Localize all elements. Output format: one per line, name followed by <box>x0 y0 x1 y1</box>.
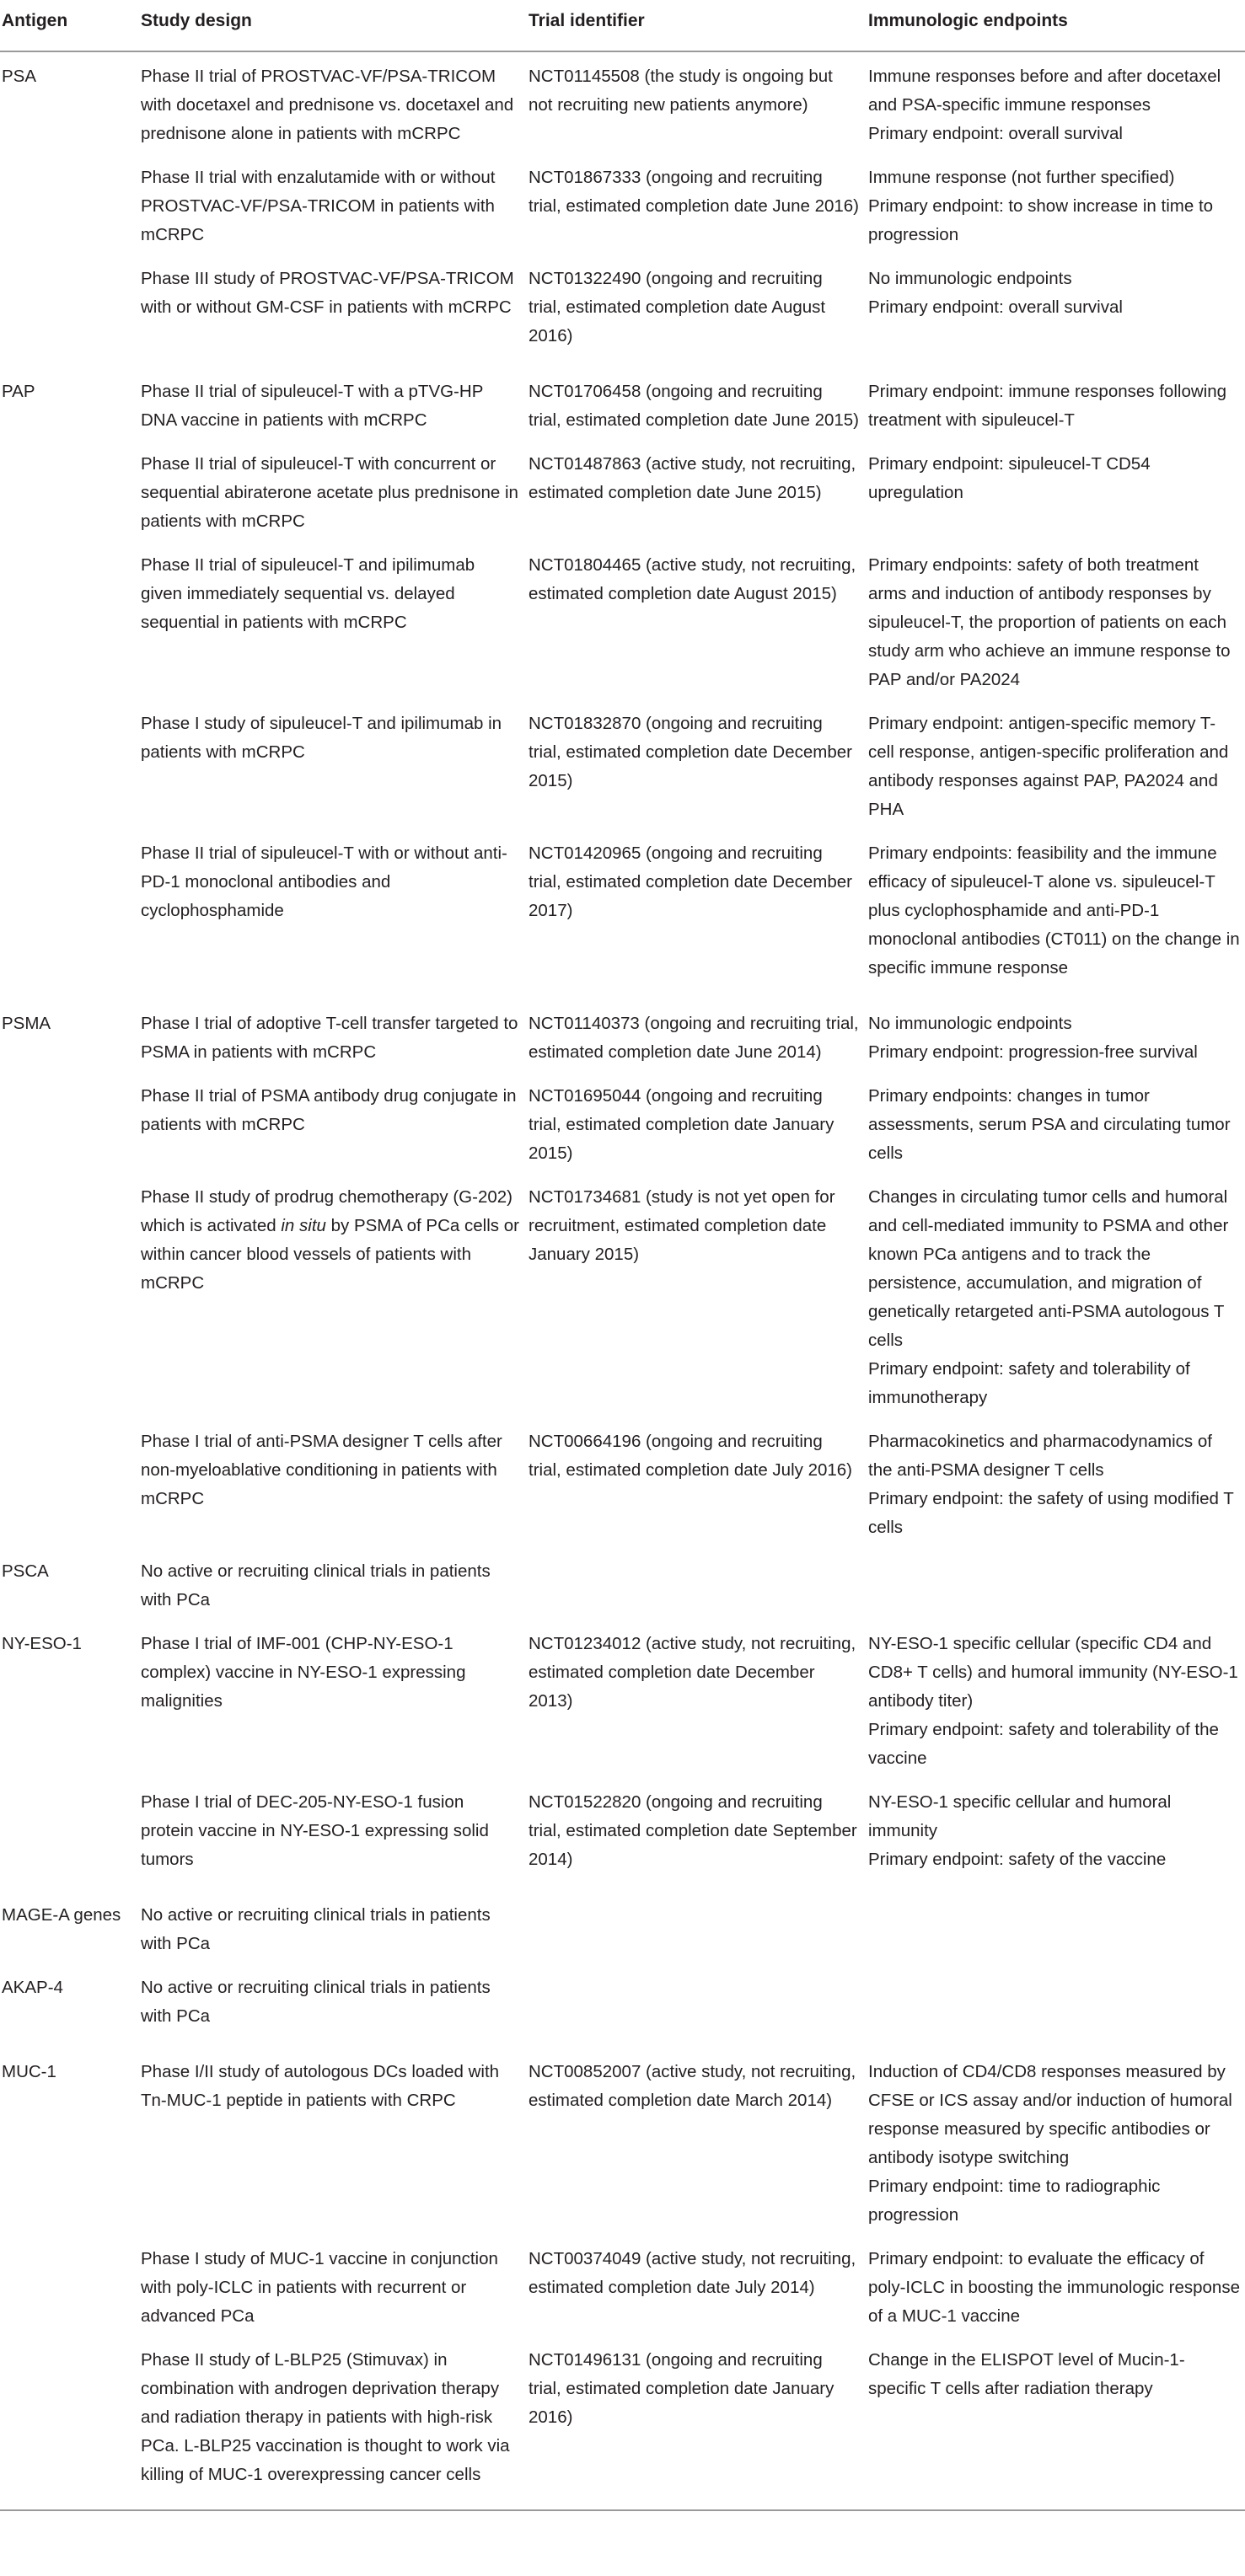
table-row <box>0 1412 1245 1542</box>
antigen-cell <box>0 249 137 351</box>
study-design-cell: Phase II trial of sipuleucel-T and ipilimumab given immediately sequential vs. delayed sequential in patients with mCRPC <box>141 555 475 632</box>
header-row <box>0 2 1245 51</box>
endpoints-cell <box>865 1773 1245 1874</box>
study-design-cell: Phase II study of L-BLP25 (Stimuvax) in combination with androgen deprivation therapy and radiation therapy in patients with high-risk PCa. L-BLP25 vaccination is thought to work via killing of MUC-1 overexpressing cancer cells <box>137 2331 525 2510</box>
endpoint-line: No immunologic endpoints <box>868 1014 1072 1033</box>
study-design-cell: Phase I trial of DEC-205-NY-ESO-1 fusion protein vaccine in NY-ESO-1 expressing solid tumors <box>141 1792 489 1869</box>
table-row <box>0 1773 1245 1874</box>
study-design-cell: Phase II trial with enzalutamide with or without PROSTVAC-VF/PSA-TRICOM in patients with mCRPC <box>141 168 496 244</box>
study-design-cell <box>137 1168 525 1412</box>
trial-identifier-cell: NCT01867333 (ongoing and recruiting trial, estimated completion date June 2016) <box>529 168 860 216</box>
table-row <box>0 1958 1245 2031</box>
trial-identifier-cell <box>525 1542 865 1615</box>
endpoint-line: Primary endpoint: sipuleucel-T CD54 upregulation <box>868 454 1151 502</box>
antigen-cell: PSMA <box>2 1014 51 1033</box>
endpoint-line: Immune responses before and after docetaxel and PSA-specific immune responses <box>868 67 1221 115</box>
endpoint-line: Primary endpoint: safety of the vaccine <box>868 1850 1167 1869</box>
header-antigen: Antigen <box>0 2 137 51</box>
study-design-cell: No active or recruiting clinical trials in patients with PCa <box>141 1561 491 1609</box>
antigen-cell <box>0 536 137 694</box>
endpoint-line: Changes in circulating tumor cells and humoral and cell-mediated immunity to PSMA and other known PCa antigens and to track the persistence, accumulation, and migration of genetically retargeted anti-PSMA autologous T cells <box>868 1187 1229 1350</box>
antigen-cell: AKAP-4 <box>2 1978 63 1997</box>
endpoint-line: Primary endpoint: time to radiographic progression <box>868 2177 1161 2225</box>
trial-identifier-cell: NCT01145508 (the study is ongoing but not recruiting new patients anymore) <box>529 67 833 115</box>
endpoint-line: Primary endpoint: overall survival <box>868 124 1123 143</box>
endpoint-line: NY-ESO-1 specific cellular (specific CD4 and CD8+ T cells) and humoral immunity (NY-ESO-1 antibody titer) <box>868 1634 1238 1711</box>
trial-identifier-cell: NCT01420965 (ongoing and recruiting trial, estimated completion date December 2017) <box>529 843 852 920</box>
trial-identifier-cell: NCT00852007 (active study, not recruiting, estimated completion date March 2014) <box>529 2062 856 2110</box>
study-design-cell: No active or recruiting clinical trials in patients with PCa <box>141 1978 491 2026</box>
study-design-text: Phase II study of prodrug chemotherapy (G-202) which is activated <box>141 1187 512 1235</box>
antigen-cell <box>0 694 137 824</box>
header-study-design: Study design <box>137 2 525 51</box>
endpoints-cell <box>865 2331 1245 2510</box>
header-immunologic-endpoints: Immunologic endpoints <box>865 2 1245 51</box>
study-design-cell: Phase III study of PROSTVAC-VF/PSA-TRICOM with or without GM-CSF in patients with mCRPC <box>141 269 514 317</box>
endpoints-cell <box>865 824 1245 983</box>
endpoint-line: Primary endpoint: antigen-specific memory T-cell response, antigen-specific proliferation and antibody responses against PAP, PA2024 and PHA <box>868 714 1229 819</box>
table-row <box>0 249 1245 351</box>
endpoints-cell <box>865 1958 1245 2031</box>
antigen-cell <box>0 824 137 983</box>
trial-identifier-cell <box>525 1958 865 2031</box>
trial-identifier-cell: NCT00664196 (ongoing and recruiting trial, estimated completion date July 2016) <box>529 1432 853 1480</box>
endpoints-cell <box>865 148 1245 249</box>
table-row <box>0 2031 1245 2230</box>
study-design-cell: Phase II trial of PSMA antibody drug conjugate in patients with mCRPC <box>141 1086 517 1134</box>
endpoints-cell <box>865 1542 1245 1615</box>
endpoint-line: Primary endpoints: changes in tumor assessments, serum PSA and circulating tumor cells <box>868 1086 1231 1163</box>
table-row <box>0 1067 1245 1168</box>
antigen-cell <box>0 1168 137 1412</box>
study-design-text: by PSMA of PCa cells or within cancer blood vessels of patients with mCRPC <box>141 1216 519 1293</box>
antigen-cell: PSA <box>2 67 37 86</box>
antigen-cell <box>0 1067 137 1168</box>
antigen-cell <box>0 148 137 249</box>
endpoint-line: Primary endpoint: to evaluate the efficacy of poly-ICLC in boosting the immunologic response of a MUC-1 vaccine <box>868 2249 1240 2326</box>
antigen-cell <box>0 2230 137 2331</box>
table-row <box>0 824 1245 983</box>
endpoint-line: Primary endpoints: safety of both treatment arms and induction of antibody responses by sipuleucel-T, the proportion of patients on each study arm who achieve an immune response to PAP and/or PA2024 <box>868 555 1231 689</box>
endpoints-cell <box>865 694 1245 824</box>
endpoint-line: Primary endpoints: feasibility and the immune efficacy of sipuleucel-T alone vs. sipuleucel-T plus cyclophosphamide and anti-PD-1 monoclonal antibodies (CT011) on the change in specific immune response <box>868 843 1240 977</box>
trial-identifier-cell: NCT01487863 (active study, not recruiting, estimated completion date June 2015) <box>529 454 856 502</box>
trial-identifier-cell: NCT01832870 (ongoing and recruiting trial, estimated completion date December 2015) <box>529 714 852 790</box>
endpoints-cell <box>865 2031 1245 2230</box>
clinical-trials-table <box>0 2 1245 2511</box>
study-design-cell: Phase I trial of anti-PSMA designer T cells after non-myeloablative conditioning in patients with mCRPC <box>141 1432 502 1508</box>
endpoint-line: Induction of CD4/CD8 responses measured by CFSE or ICS assay and/or induction of humoral response measured by specific antibodies or antibody isotype switching <box>868 2062 1232 2167</box>
endpoint-line: Primary endpoint: to show increase in time to progression <box>868 196 1214 244</box>
table-row <box>0 1542 1245 1615</box>
trial-identifier-cell <box>525 1874 865 1958</box>
endpoint-line: Immune response (not further specified) <box>868 168 1175 187</box>
study-design-cell: Phase II trial of sipuleucel-T with a pTVG-HP DNA vaccine in patients with mCRPC <box>141 382 483 430</box>
endpoints-cell <box>865 351 1245 435</box>
antigen-cell: MUC-1 <box>2 2062 56 2081</box>
endpoints-cell <box>865 1615 1245 1773</box>
endpoints-cell <box>865 536 1245 694</box>
endpoint-line: Primary endpoint: progression-free survival <box>868 1042 1198 1062</box>
table-row <box>0 351 1245 435</box>
study-design-cell: Phase II trial of sipuleucel-T with concurrent or sequential abiraterone acetate plus prednisone in patients with mCRPC <box>141 454 518 531</box>
endpoint-line: No immunologic endpoints <box>868 269 1072 288</box>
trial-identifier-cell: NCT01234012 (active study, not recruiting, estimated completion date December 2013) <box>529 1634 856 1711</box>
table-row <box>0 536 1245 694</box>
endpoints-cell <box>865 1412 1245 1542</box>
trial-identifier-cell: NCT01706458 (ongoing and recruiting trial, estimated completion date June 2015) <box>529 382 860 430</box>
antigen-cell <box>0 1412 137 1542</box>
trial-identifier-cell: NCT01734681 (study is not yet open for recruitment, estimated completion date January 2015) <box>529 1187 835 1264</box>
antigen-cell <box>0 2331 137 2510</box>
endpoint-line: Change in the ELISPOT level of Mucin-1-specific T cells after radiation therapy <box>868 2350 1185 2398</box>
antigen-cell: PSCA <box>2 1561 49 1581</box>
trial-identifier-cell: NCT01804465 (active study, not recruiting, estimated completion date August 2015) <box>529 555 856 603</box>
table-row <box>0 983 1245 1067</box>
endpoint-line: NY-ESO-1 specific cellular and humoral immunity <box>868 1792 1172 1840</box>
table-row <box>0 2230 1245 2331</box>
endpoints-cell <box>865 249 1245 351</box>
trial-identifier-cell: NCT01496131 (ongoing and recruiting trial, estimated completion date January 2016) <box>525 2331 865 2510</box>
study-design-cell: No active or recruiting clinical trials in patients with PCa <box>141 1905 491 1953</box>
endpoints-cell <box>865 1168 1245 1412</box>
header-trial-identifier: Trial identifier <box>525 2 865 51</box>
antigen-cell: MAGE-A genes <box>2 1905 121 1925</box>
table-header <box>0 2 1245 51</box>
endpoint-line: Primary endpoint: overall survival <box>868 297 1123 317</box>
endpoints-cell <box>865 1874 1245 1958</box>
table-row <box>0 51 1245 148</box>
table-row <box>0 2331 1245 2510</box>
endpoints-cell <box>865 983 1245 1067</box>
endpoints-cell <box>865 2230 1245 2331</box>
table-row <box>0 435 1245 536</box>
table-row <box>0 148 1245 249</box>
endpoint-line: Pharmacokinetics and pharmacodynamics of the anti-PSMA designer T cells <box>868 1432 1212 1480</box>
table-body <box>0 51 1245 2510</box>
study-design-cell: Phase II trial of PROSTVAC-VF/PSA-TRICOM with docetaxel and prednisone vs. docetaxel and prednisone alone in patients with mCRPC <box>141 67 514 143</box>
trial-identifier-cell: NCT01522820 (ongoing and recruiting trial, estimated completion date September 2014) <box>529 1792 857 1869</box>
table-row <box>0 1615 1245 1773</box>
study-design-cell: Phase I study of sipuleucel-T and ipilimumab in patients with mCRPC <box>141 714 502 762</box>
trial-identifier-cell: NCT00374049 (active study, not recruiting, estimated completion date July 2014) <box>529 2249 856 2297</box>
antigen-cell <box>0 435 137 536</box>
endpoint-line: Primary endpoint: the safety of using modified T cells <box>868 1489 1234 1537</box>
trial-identifier-cell: NCT01322490 (ongoing and recruiting trial, estimated completion date August 2016) <box>529 269 826 345</box>
study-design-cell: Phase I trial of adoptive T-cell transfer targeted to PSMA in patients with mCRPC <box>141 1014 518 1062</box>
table-row <box>0 1874 1245 1958</box>
endpoints-cell <box>865 435 1245 536</box>
study-design-cell: Phase I study of MUC-1 vaccine in conjunction with poly-ICLC in patients with recurrent or advanced PCa <box>141 2249 498 2326</box>
endpoint-line: Primary endpoint: safety and tolerability of the vaccine <box>868 1720 1219 1768</box>
antigen-cell: NY-ESO-1 <box>2 1634 82 1653</box>
study-design-cell: Phase II trial of sipuleucel-T with or without anti-PD-1 monoclonal antibodies and cyclophosphamide <box>141 843 507 920</box>
endpoints-cell <box>865 51 1245 148</box>
study-design-cell: Phase I trial of IMF-001 (CHP-NY-ESO-1 complex) vaccine in NY-ESO-1 expressing malignities <box>141 1634 466 1711</box>
table-row <box>0 694 1245 824</box>
study-design-italic-text: in situ <box>281 1216 326 1235</box>
study-design-cell: Phase I/II study of autologous DCs loaded with Tn-MUC-1 peptide in patients with CRPC <box>141 2062 500 2110</box>
table-row <box>0 1168 1245 1412</box>
endpoint-line: Primary endpoint: immune responses following treatment with sipuleucel-T <box>868 382 1227 430</box>
trial-identifier-cell: NCT01695044 (ongoing and recruiting trial, estimated completion date January 2015) <box>529 1086 834 1163</box>
trial-identifier-cell: NCT01140373 (ongoing and recruiting trial, estimated completion date June 2014) <box>529 1014 859 1062</box>
endpoints-cell <box>865 1067 1245 1168</box>
antigen-cell: PAP <box>2 382 35 401</box>
endpoint-line: Primary endpoint: safety and tolerability of immunotherapy <box>868 1359 1190 1407</box>
antigen-cell <box>0 1773 137 1874</box>
